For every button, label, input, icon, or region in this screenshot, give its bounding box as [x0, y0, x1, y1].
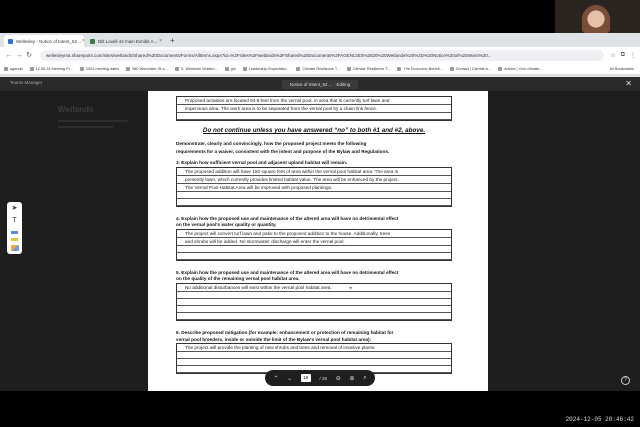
answer-line-blank	[177, 313, 451, 320]
next-page-icon[interactable]: ⌄	[287, 375, 293, 382]
back-icon[interactable]: ←	[5, 51, 13, 59]
extensions-icon[interactable]: ⧉	[620, 51, 625, 58]
zoom-out-icon[interactable]: ⊖	[335, 375, 341, 382]
bookmark-item[interactable]: Climate Resilience T...	[347, 67, 391, 71]
answer-line-blank	[177, 306, 451, 313]
page-number-input[interactable]: 16	[301, 374, 311, 382]
bookmark-icon	[175, 67, 179, 71]
answer-line: impervious area. The work area is to be separated from the vernal pool by a chain link fence.	[177, 105, 451, 113]
answer-box-q3	[176, 167, 452, 207]
new-tab-button[interactable]: +	[170, 36, 175, 45]
bookmark-icon	[4, 67, 8, 71]
answer-line-blank	[177, 199, 451, 206]
bookmark-icon	[296, 67, 300, 71]
help-icon[interactable]: ?	[621, 376, 630, 385]
address-bar	[0, 47, 640, 63]
bookmark-item[interactable]: Climate Resilience T...	[296, 67, 340, 71]
bookmark-icon	[243, 67, 247, 71]
viewer-titlebar	[0, 77, 640, 91]
search-icon[interactable]: ⌕	[363, 374, 367, 381]
document-page	[148, 91, 488, 391]
answer-line: The project will provide the planting of new shrubs and trees and removal of invasive plants.	[177, 344, 451, 352]
answer-line: The project will convert turf lawn and patio to the proposed addition to the house. Additionally, trees	[177, 230, 451, 238]
bookmark-item[interactable]: 2024 meeting dates	[80, 67, 119, 71]
answer-line-blank	[177, 253, 451, 260]
star-icon[interactable]: ☆	[610, 52, 616, 59]
answer-line: The proposed addition will have 150 square feet of area within the vernal pool habitat area. The area is	[177, 168, 451, 176]
color-swatch-icon[interactable]	[11, 245, 19, 251]
background-line	[58, 126, 113, 128]
answer-box-q5	[176, 283, 452, 321]
zoom-in-icon[interactable]: ⊕	[349, 375, 355, 382]
close-viewer-icon[interactable]: ✕	[625, 79, 632, 88]
annotation-toolbar	[7, 202, 22, 254]
answer-line: presently lawn, which currently provides limited habitat value. The area will be enhanced by the project.	[177, 176, 451, 184]
pointer-icon[interactable]: ➤	[11, 205, 18, 212]
sharepoint-icon	[8, 39, 13, 44]
question-6-title: 6. Describe proposed mitigation (for example: enhancement or protection of remaining habitat for	[176, 329, 394, 335]
bookmark-icon	[347, 67, 351, 71]
answer-line-blank	[177, 292, 451, 299]
question-6-title: vernal pool breeders, inside or outside the limit of the Bylaw's vernal pool habitat area):	[176, 336, 372, 342]
bookmark-item[interactable]: The Economic Benefi...	[397, 67, 442, 71]
answer-line-blank	[177, 246, 451, 253]
question-5-title: on the quality of the remaining vernal pool habitat area.	[176, 276, 300, 282]
all-bookmarks-button[interactable]: All Bookmarks	[609, 66, 634, 71]
answer-line-blank	[177, 352, 451, 359]
question-4-title: on the vernal pool's water quality or quantity.	[176, 222, 277, 228]
page-total: / 26	[319, 375, 328, 381]
answer-line: Proposed activities are located 93.9-feet from the vernal pool, in area that is currently turf lawn and	[177, 97, 451, 105]
answer-line: and shrubs will be added. No stormwater discharge will enter the vernal pool.	[177, 238, 451, 246]
answer-line-blank	[177, 113, 451, 120]
browser-tab-active[interactable]	[4, 35, 84, 47]
bookmark-item[interactable]: 960 Worcester St a...	[126, 67, 168, 71]
bookmark-item[interactable]: Contact | Climate a...	[450, 67, 491, 71]
answer-box-q4	[176, 229, 452, 261]
instructions-line: Demonstrate, clearly and convincingly, how the proposed project meets the following	[176, 141, 367, 146]
bookmark-icon	[80, 67, 84, 71]
bookmark-item[interactable]: S. Wellands Violatio...	[175, 67, 218, 71]
instructions-line: requirements for a waiver, consistent with the intent and purpose of the Bylaw and Regulations.	[176, 149, 390, 154]
question-3-title: 3. Explain how sufficient vernal pool and adjacent upland habitat will remain.	[176, 160, 348, 165]
bookmark-item[interactable]: goi	[225, 67, 236, 71]
page-controls	[265, 370, 375, 386]
bookmark-item[interactable]: Leadership Expectatio...	[243, 67, 290, 71]
recording-timestamp: 2024-12-05 20:46:42	[565, 416, 634, 423]
answer-box-intro	[176, 96, 452, 121]
bookmark-icon	[30, 67, 34, 71]
bookmark-item[interactable]: Advice | Your climate...	[498, 67, 542, 71]
bookmark-item[interactable]: agenda	[4, 67, 23, 71]
question-5-title: 5. Explain how the proposed use and maintenance of the altered area will have no detrimental effect	[176, 269, 399, 275]
answer-line-blank	[177, 192, 451, 199]
bookmark-icon	[397, 67, 401, 71]
warning-text: Do not continue unless you have answered “no” to both #1 and #2, above.	[202, 127, 426, 134]
answer-line: The Vernal Pool Habitat Area will be improved with proposed plantings.	[177, 184, 451, 192]
browser-tab[interactable]	[86, 35, 166, 47]
text-tool-icon[interactable]: T	[12, 217, 17, 224]
highlighter-icon[interactable]	[11, 238, 18, 241]
forward-icon[interactable]: →	[15, 51, 23, 59]
tab-strip	[0, 33, 560, 47]
answer-line: No additional disturbances will exist within the vernal pool habitat area.	[177, 284, 451, 292]
bookmark-icon	[225, 67, 229, 71]
viewer-title[interactable]: Notice of Intent_52 ... · Editing	[282, 80, 359, 89]
bookmark-icon	[450, 67, 454, 71]
form-content	[176, 96, 452, 374]
bookmarks-bar	[0, 63, 640, 75]
bookmark-icon	[498, 67, 502, 71]
file-icon	[90, 39, 95, 44]
background-heading: Wetlands	[58, 105, 94, 114]
reload-icon[interactable]: ↻	[26, 52, 32, 59]
question-4-title: 4. Explain how the proposed use and maintenance of the altered area will have no detrimental effect	[176, 215, 399, 221]
background-line	[58, 120, 128, 122]
pen-icon[interactable]	[11, 231, 18, 234]
close-tab-icon[interactable]: ×	[159, 38, 162, 44]
answer-line-blank	[177, 359, 451, 366]
bookmark-item[interactable]: 12.05.24 Meeting Pr...	[30, 67, 73, 71]
url-input[interactable]: wellesleyma.sharepoint.com/sites/wetlands/Shared%20Documents/Forms/AllItems.aspx?id=%2Fsites%2Fwetlands%2FShared%20Documents%2FAGENCIES%2520%20Wetlands%20%2D%20Notice%20of%20Intent%20...	[40, 50, 604, 61]
tab-label: Wellesley - Notice of Intent_52 ...	[16, 38, 82, 44]
tab-label: Dilt Lovell 44 main Exhibit A...	[98, 38, 158, 44]
app-title: Teams Manager	[10, 80, 43, 85]
bookmark-icon	[126, 67, 130, 71]
previous-page-icon[interactable]: ⌃	[273, 375, 279, 382]
menu-icon[interactable]: ⋮	[630, 52, 636, 59]
mouse-cursor-icon: ⌖	[349, 286, 353, 292]
answer-line-blank	[177, 299, 451, 306]
close-tab-icon[interactable]: ×	[81, 38, 85, 44]
